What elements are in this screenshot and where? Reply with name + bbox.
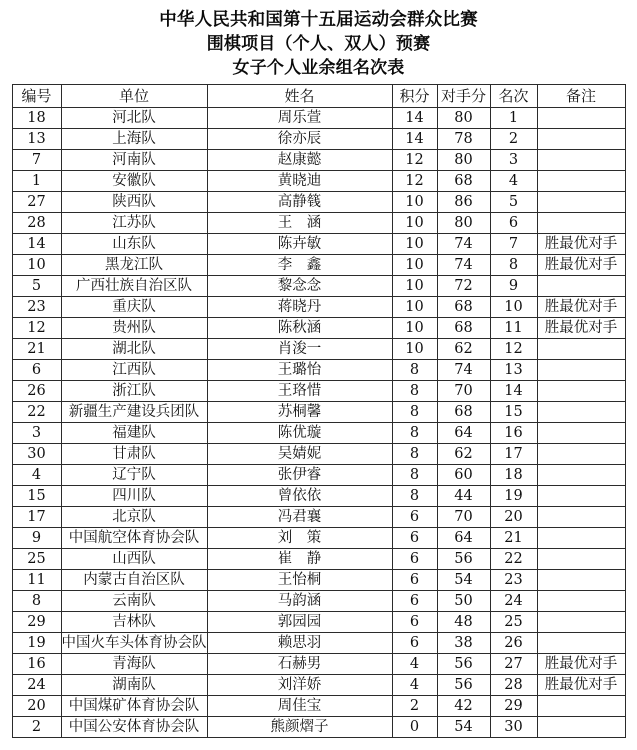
player-opponent-score: 74	[437, 255, 490, 276]
player-score: 10	[392, 276, 437, 297]
player-rank: 20	[490, 507, 537, 528]
player-name: 王怡桐	[207, 570, 392, 591]
player-rank: 5	[490, 192, 537, 213]
player-id: 13	[12, 129, 61, 150]
player-name: 崔 静	[207, 549, 392, 570]
player-remark	[537, 570, 625, 591]
player-name: 赵康懿	[207, 150, 392, 171]
player-score: 8	[392, 381, 437, 402]
player-unit: 上海队	[61, 129, 207, 150]
player-remark	[537, 213, 625, 234]
player-opponent-score: 60	[437, 465, 490, 486]
table-row	[12, 507, 625, 528]
player-unit: 中国公安体育协会队	[61, 717, 207, 738]
player-score: 6	[392, 528, 437, 549]
player-opponent-score: 70	[437, 507, 490, 528]
player-rank: 21	[490, 528, 537, 549]
player-id: 17	[12, 507, 61, 528]
player-rank: 15	[490, 402, 537, 423]
player-id: 29	[12, 612, 61, 633]
player-opponent-score: 54	[437, 570, 490, 591]
player-unit: 重庆队	[61, 297, 207, 318]
table-row	[12, 318, 625, 339]
player-rank: 16	[490, 423, 537, 444]
results-table	[12, 84, 626, 738]
player-name: 吴婧妮	[207, 444, 392, 465]
player-id: 16	[12, 654, 61, 675]
player-opponent-score: 64	[437, 528, 490, 549]
player-name: 徐亦辰	[207, 129, 392, 150]
player-score: 10	[392, 297, 437, 318]
player-id: 18	[12, 108, 61, 129]
player-score: 8	[392, 465, 437, 486]
player-name: 王 涵	[207, 213, 392, 234]
player-remark	[537, 549, 625, 570]
player-opponent-score: 54	[437, 717, 490, 738]
player-score: 6	[392, 549, 437, 570]
player-remark: 胜最优对手	[537, 318, 625, 339]
player-name: 周佳宝	[207, 696, 392, 717]
player-score: 6	[392, 612, 437, 633]
player-remark: 胜最优对手	[537, 234, 625, 255]
player-name: 苏桐馨	[207, 402, 392, 423]
table-row	[12, 486, 625, 507]
player-opponent-score: 38	[437, 633, 490, 654]
player-score: 14	[392, 108, 437, 129]
player-score: 0	[392, 717, 437, 738]
player-score: 6	[392, 507, 437, 528]
player-opponent-score: 44	[437, 486, 490, 507]
player-name: 赖思羽	[207, 633, 392, 654]
player-unit: 贵州队	[61, 318, 207, 339]
player-name: 熊颜熠子	[207, 717, 392, 738]
player-id: 9	[12, 528, 61, 549]
player-unit: 吉林队	[61, 612, 207, 633]
player-id: 7	[12, 150, 61, 171]
player-opponent-score: 86	[437, 192, 490, 213]
player-opponent-score: 68	[437, 297, 490, 318]
player-opponent-score: 42	[437, 696, 490, 717]
player-id: 25	[12, 549, 61, 570]
player-remark	[537, 423, 625, 444]
player-score: 6	[392, 591, 437, 612]
player-score: 8	[392, 444, 437, 465]
player-rank: 14	[490, 381, 537, 402]
table-row	[12, 675, 625, 696]
table-row	[12, 612, 625, 633]
player-id: 28	[12, 213, 61, 234]
player-unit: 浙江队	[61, 381, 207, 402]
player-unit: 湖北队	[61, 339, 207, 360]
player-remark	[537, 507, 625, 528]
player-rank: 24	[490, 591, 537, 612]
table-row	[12, 381, 625, 402]
player-rank: 13	[490, 360, 537, 381]
player-rank: 3	[490, 150, 537, 171]
player-unit: 云南队	[61, 591, 207, 612]
player-score: 4	[392, 654, 437, 675]
player-remark	[537, 696, 625, 717]
player-unit: 河北队	[61, 108, 207, 129]
player-opponent-score: 80	[437, 150, 490, 171]
player-name: 王璐怡	[207, 360, 392, 381]
document-header	[0, 0, 637, 80]
player-rank: 9	[490, 276, 537, 297]
player-score: 8	[392, 360, 437, 381]
player-unit: 辽宁队	[61, 465, 207, 486]
player-remark	[537, 381, 625, 402]
table-row	[12, 108, 625, 129]
player-score: 10	[392, 192, 437, 213]
player-id: 5	[12, 276, 61, 297]
player-id: 15	[12, 486, 61, 507]
player-remark: 胜最优对手	[537, 654, 625, 675]
player-name: 石赫男	[207, 654, 392, 675]
player-id: 1	[12, 171, 61, 192]
player-unit: 黑龙江队	[61, 255, 207, 276]
player-remark: 胜最优对手	[537, 255, 625, 276]
player-remark	[537, 360, 625, 381]
table-row	[12, 570, 625, 591]
player-opponent-score: 56	[437, 549, 490, 570]
table-row	[12, 423, 625, 444]
player-unit: 河南队	[61, 150, 207, 171]
page-title-line-1: 中华人民共和国第十五届运动会群众比赛	[159, 10, 478, 30]
player-rank: 30	[490, 717, 537, 738]
player-name: 曾依依	[207, 486, 392, 507]
player-score: 8	[392, 423, 437, 444]
table-row	[12, 717, 625, 738]
page-title-line-2: 围棋项目（个人、双人）预赛	[206, 34, 431, 54]
table-row	[12, 465, 625, 486]
player-rank: 17	[490, 444, 537, 465]
player-name: 冯君襄	[207, 507, 392, 528]
player-unit: 中国航空体育协会队	[61, 528, 207, 549]
player-id: 19	[12, 633, 61, 654]
player-rank: 22	[490, 549, 537, 570]
player-name: 王珞惜	[207, 381, 392, 402]
player-score: 10	[392, 213, 437, 234]
table-row	[12, 444, 625, 465]
column-header-rank: 名次	[490, 85, 537, 108]
player-remark	[537, 108, 625, 129]
table-row	[12, 150, 625, 171]
player-id: 27	[12, 192, 61, 213]
player-opponent-score: 74	[437, 234, 490, 255]
player-name: 刘洋娇	[207, 675, 392, 696]
player-unit: 内蒙古自治区队	[61, 570, 207, 591]
player-opponent-score: 78	[437, 129, 490, 150]
player-unit: 中国煤矿体育协会队	[61, 696, 207, 717]
player-opponent-score: 62	[437, 444, 490, 465]
table-row	[12, 360, 625, 381]
player-score: 2	[392, 696, 437, 717]
player-opponent-score: 56	[437, 654, 490, 675]
player-unit: 湖南队	[61, 675, 207, 696]
player-name: 周乐萱	[207, 108, 392, 129]
player-name: 陈卉敏	[207, 234, 392, 255]
table-row	[12, 129, 625, 150]
player-opponent-score: 64	[437, 423, 490, 444]
player-rank: 7	[490, 234, 537, 255]
player-remark	[537, 339, 625, 360]
player-remark	[537, 465, 625, 486]
player-id: 11	[12, 570, 61, 591]
player-opponent-score: 50	[437, 591, 490, 612]
player-score: 6	[392, 570, 437, 591]
table-row	[12, 549, 625, 570]
table-body	[12, 108, 625, 738]
player-remark	[537, 129, 625, 150]
player-opponent-score: 68	[437, 318, 490, 339]
player-remark: 胜最优对手	[537, 675, 625, 696]
player-id: 22	[12, 402, 61, 423]
player-opponent-score: 72	[437, 276, 490, 297]
player-unit: 青海队	[61, 654, 207, 675]
player-unit: 中国火车头体育协会队	[61, 633, 207, 654]
player-score: 8	[392, 486, 437, 507]
player-unit: 广西壮族自治区队	[61, 276, 207, 297]
player-remark	[537, 591, 625, 612]
table-row	[12, 255, 625, 276]
player-id: 20	[12, 696, 61, 717]
column-header-score: 积分	[392, 85, 437, 108]
table-row	[12, 192, 625, 213]
player-remark	[537, 633, 625, 654]
player-id: 24	[12, 675, 61, 696]
player-id: 14	[12, 234, 61, 255]
player-id: 30	[12, 444, 61, 465]
player-id: 12	[12, 318, 61, 339]
table-row	[12, 528, 625, 549]
player-rank: 28	[490, 675, 537, 696]
player-rank: 6	[490, 213, 537, 234]
page-title-line-3: 女子个人业余组名次表	[232, 58, 405, 78]
player-opponent-score: 68	[437, 402, 490, 423]
player-id: 2	[12, 717, 61, 738]
player-rank: 25	[490, 612, 537, 633]
player-rank: 4	[490, 171, 537, 192]
player-id: 8	[12, 591, 61, 612]
table-row	[12, 234, 625, 255]
player-unit: 山西队	[61, 549, 207, 570]
player-id: 4	[12, 465, 61, 486]
player-score: 12	[392, 171, 437, 192]
player-unit: 安徽队	[61, 171, 207, 192]
player-remark	[537, 150, 625, 171]
table-row	[12, 402, 625, 423]
player-unit: 山东队	[61, 234, 207, 255]
player-unit: 新疆生产建设兵团队	[61, 402, 207, 423]
player-name: 蒋晓丹	[207, 297, 392, 318]
player-unit: 北京队	[61, 507, 207, 528]
player-score: 10	[392, 234, 437, 255]
player-score: 12	[392, 150, 437, 171]
player-name: 郭园园	[207, 612, 392, 633]
column-header-unit: 单位	[61, 85, 207, 108]
player-rank: 2	[490, 129, 537, 150]
table-row	[12, 696, 625, 717]
player-score: 6	[392, 633, 437, 654]
player-remark	[537, 444, 625, 465]
table-row	[12, 339, 625, 360]
player-remark	[537, 528, 625, 549]
player-score: 10	[392, 339, 437, 360]
player-remark	[537, 402, 625, 423]
column-header-id: 编号	[12, 85, 61, 108]
player-opponent-score: 62	[437, 339, 490, 360]
player-opponent-score: 48	[437, 612, 490, 633]
player-rank: 8	[490, 255, 537, 276]
player-score: 8	[392, 402, 437, 423]
player-name: 高静篯	[207, 192, 392, 213]
table-row	[12, 591, 625, 612]
player-score: 10	[392, 255, 437, 276]
player-rank: 12	[490, 339, 537, 360]
player-score: 4	[392, 675, 437, 696]
player-remark	[537, 192, 625, 213]
table-row	[12, 654, 625, 675]
player-remark	[537, 276, 625, 297]
table-row	[12, 276, 625, 297]
player-opponent-score: 74	[437, 360, 490, 381]
table-row	[12, 171, 625, 192]
player-unit: 江西队	[61, 360, 207, 381]
player-name: 黄晓迪	[207, 171, 392, 192]
player-rank: 29	[490, 696, 537, 717]
player-rank: 1	[490, 108, 537, 129]
player-unit: 福建队	[61, 423, 207, 444]
table-header-row	[12, 85, 625, 108]
player-remark: 胜最优对手	[537, 297, 625, 318]
column-header-opponent-score: 对手分	[437, 85, 490, 108]
player-remark	[537, 486, 625, 507]
player-id: 3	[12, 423, 61, 444]
player-unit: 四川队	[61, 486, 207, 507]
player-id: 10	[12, 255, 61, 276]
player-rank: 23	[490, 570, 537, 591]
player-unit: 甘肃队	[61, 444, 207, 465]
player-remark	[537, 717, 625, 738]
column-header-name: 姓名	[207, 85, 392, 108]
player-name: 肖浚一	[207, 339, 392, 360]
player-id: 26	[12, 381, 61, 402]
player-remark	[537, 171, 625, 192]
player-opponent-score: 56	[437, 675, 490, 696]
player-name: 马韵涵	[207, 591, 392, 612]
player-name: 刘 策	[207, 528, 392, 549]
player-remark	[537, 612, 625, 633]
player-opponent-score: 70	[437, 381, 490, 402]
player-unit: 江苏队	[61, 213, 207, 234]
player-score: 14	[392, 129, 437, 150]
player-unit: 陕西队	[61, 192, 207, 213]
player-rank: 11	[490, 318, 537, 339]
table-row	[12, 213, 625, 234]
player-name: 张伊睿	[207, 465, 392, 486]
player-rank: 18	[490, 465, 537, 486]
player-opponent-score: 80	[437, 108, 490, 129]
player-score: 10	[392, 318, 437, 339]
player-id: 23	[12, 297, 61, 318]
player-rank: 26	[490, 633, 537, 654]
player-id: 6	[12, 360, 61, 381]
player-rank: 19	[490, 486, 537, 507]
player-name: 陈优璇	[207, 423, 392, 444]
player-name: 陈秋涵	[207, 318, 392, 339]
player-rank: 10	[490, 297, 537, 318]
player-name: 黎念念	[207, 276, 392, 297]
table-row	[12, 297, 625, 318]
player-opponent-score: 68	[437, 171, 490, 192]
player-name: 李 鑫	[207, 255, 392, 276]
column-header-remark: 备注	[537, 85, 625, 108]
player-id: 21	[12, 339, 61, 360]
player-rank: 27	[490, 654, 537, 675]
table-row	[12, 633, 625, 654]
player-opponent-score: 80	[437, 213, 490, 234]
